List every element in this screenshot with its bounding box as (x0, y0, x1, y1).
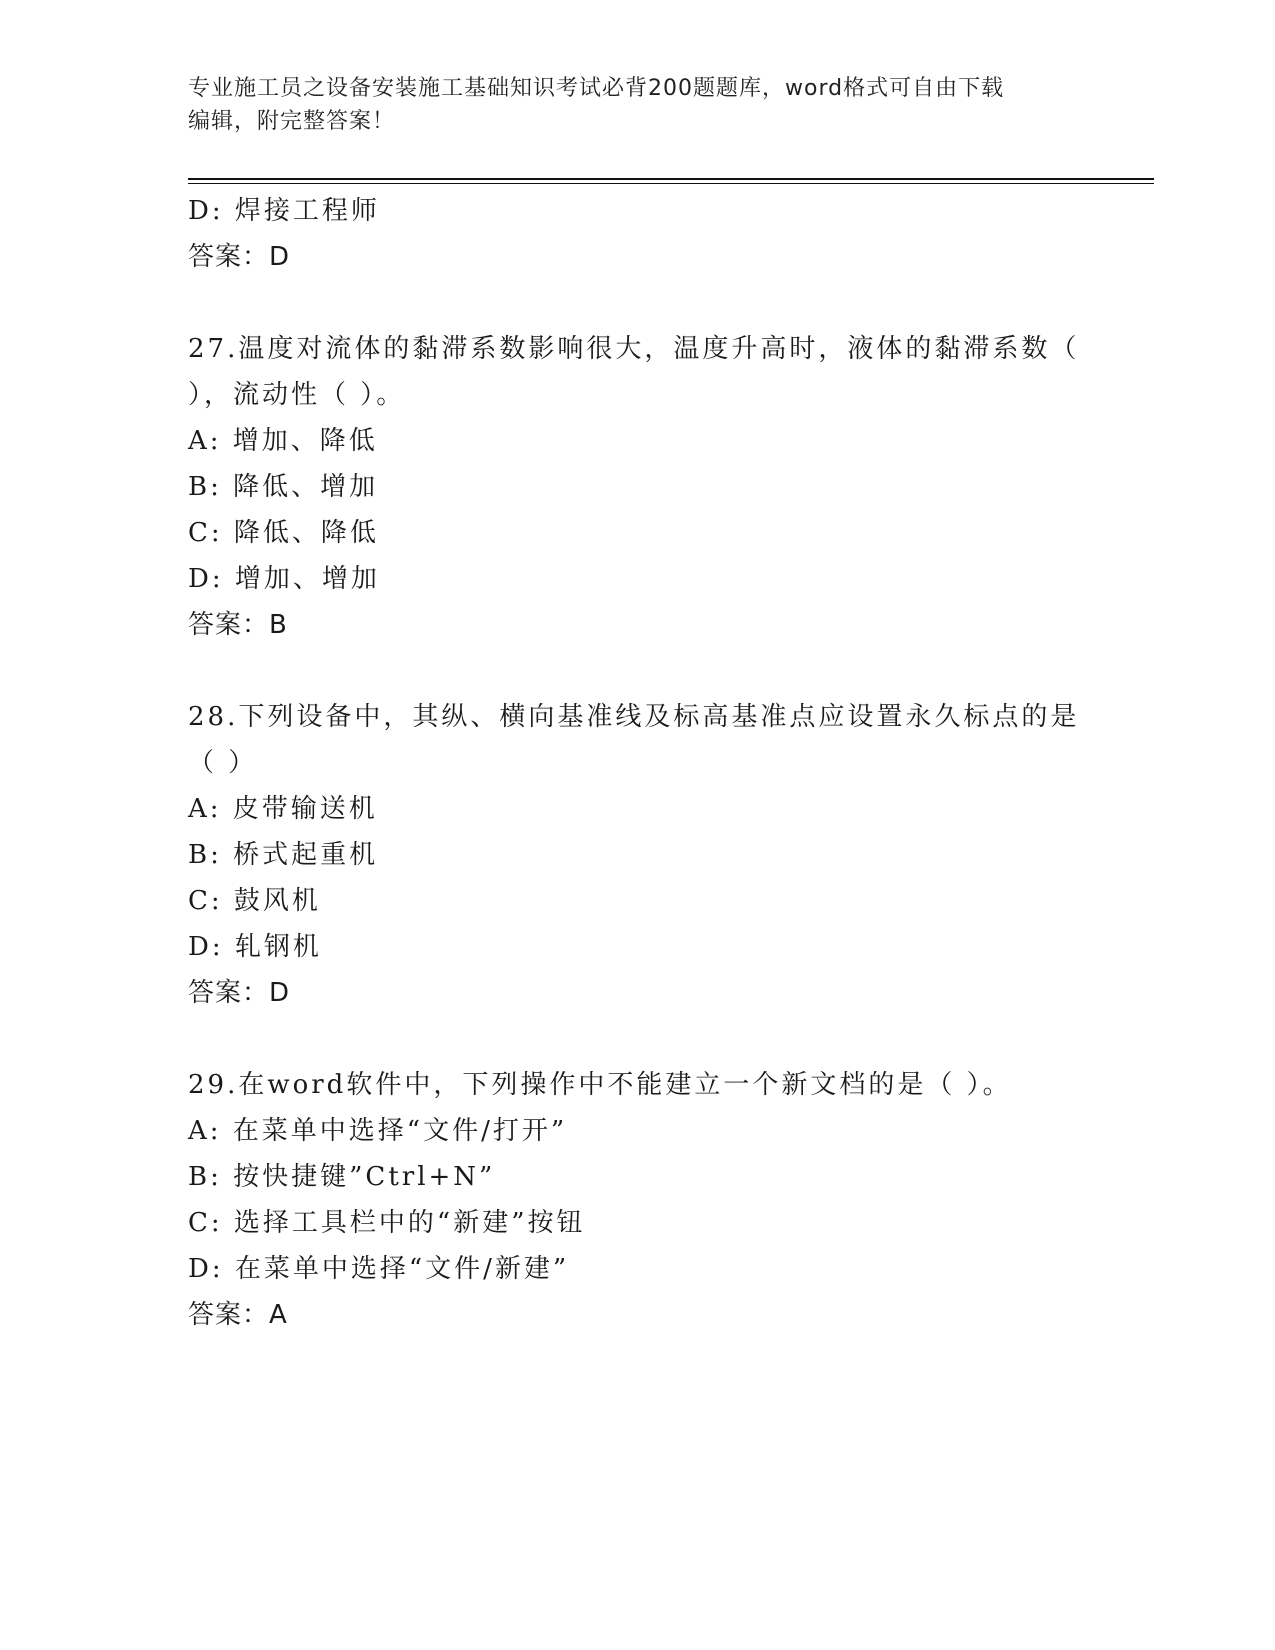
question-text: 29.在word软件中，下列操作中不能建立一个新文档的是（ ）。 (188, 1070, 1012, 1100)
option-b: B: 桥式起重机 (188, 840, 379, 870)
question-28 (188, 694, 1088, 1016)
option-a: A: 在菜单中选择“文件/打开” (188, 1116, 568, 1146)
option-c: C: 降低、降低 (188, 518, 379, 548)
option-b: B: 按快捷键”Ctrl+N” (188, 1162, 496, 1192)
question-content (188, 188, 1088, 1338)
answer-line: 答案：D (188, 242, 291, 272)
option-a: A: 增加、降低 (188, 426, 378, 456)
question-29 (188, 1062, 1088, 1338)
question-text-continued: ），流动性（ ）。 (188, 380, 406, 410)
spacer (188, 1016, 1088, 1062)
answer-line: 答案：A (188, 1300, 288, 1330)
option-a: A: 皮带输送机 (188, 794, 378, 824)
option-d: D: 焊接工程师 (188, 196, 380, 226)
question-text: 28.下列设备中，其纵、横向基准线及标高基准点应设置永久标点的是 (188, 702, 1080, 732)
question-text: 27.温度对流体的黏滞系数影响很大，温度升高时，液体的黏滞系数（ (188, 334, 1080, 364)
spacer (188, 648, 1088, 694)
header-title-line-2: 编辑，附完整答案！ (188, 109, 396, 134)
question-text-continued: （ ） (188, 748, 258, 778)
spacer (188, 280, 1088, 326)
header-divider-thick (188, 178, 1154, 180)
option-d: D: 在菜单中选择“文件/新建” (188, 1254, 570, 1284)
header-title-line-1: 专业施工员之设备安装施工基础知识考试必背200题题库，word格式可自由下载 (188, 76, 1005, 101)
question-27 (188, 326, 1088, 648)
option-b: B: 降低、增加 (188, 472, 379, 502)
answer-line: 答案：B (188, 610, 288, 640)
option-d: D: 轧钢机 (188, 932, 322, 962)
header-divider-thin (188, 183, 1154, 184)
option-d: D: 增加、增加 (188, 564, 380, 594)
question-fragment (188, 188, 1088, 280)
option-c: C: 鼓风机 (188, 886, 321, 916)
answer-line: 答案：D (188, 978, 291, 1008)
page-header (188, 72, 1088, 138)
option-c: C: 选择工具栏中的“新建”按钮 (188, 1208, 586, 1238)
